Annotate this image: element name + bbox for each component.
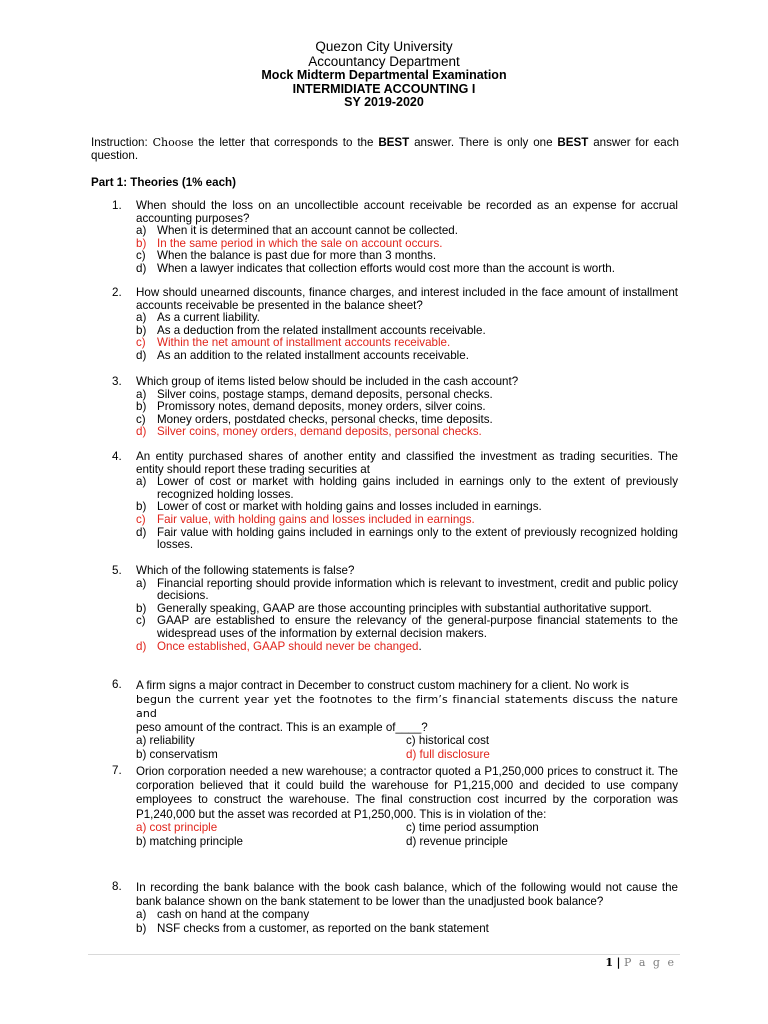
option-c: [406, 735, 489, 748]
question-number: 1.: [112, 199, 122, 212]
option-text: Once established, GAAP should never be changed: [157, 639, 419, 653]
question-number: 8.: [112, 880, 122, 893]
option-b: [136, 922, 678, 936]
question-number: 4.: [112, 450, 122, 463]
option-c: c) time period assumption: [406, 820, 539, 834]
option-letter: c): [406, 734, 416, 747]
question-2: [112, 287, 678, 363]
option-letter: d): [136, 639, 147, 653]
option-letter: b): [136, 236, 147, 250]
page-separator: |: [616, 956, 621, 969]
question-number: 2.: [112, 286, 122, 299]
option-letter: a): [136, 908, 147, 921]
question-stem: Which group of items listed below should be included in the cash account?: [136, 375, 519, 388]
option-text: Silver coins, money orders, demand deposits, personal checks.: [157, 425, 482, 439]
option-letter: b): [136, 323, 147, 337]
options-row-2: [136, 836, 678, 850]
option-text: historical cost: [418, 734, 490, 747]
option-letter: a): [136, 734, 147, 747]
option-text: GAAP are established to ensure the relevancy of the general-purpose financial statements to the widespread uses of the information by external decision makers.: [157, 614, 678, 640]
option-text: NSF checks from a customer, as reported on the bank statement: [157, 922, 489, 935]
option-text: As a current liability.: [157, 311, 260, 325]
instruction-best-2: BEST: [557, 136, 589, 149]
option-letter: c): [136, 512, 146, 526]
option-d-answer: [136, 426, 678, 439]
option-letter: c): [136, 614, 146, 628]
question-stem: An entity purchased shares of another entity and classified the investment as trading securities. The entity should report these trading securities at: [136, 450, 678, 476]
question-stem: When should the loss on an uncollectible account receivable be recorded as an expense for accrual accounting purposes?: [136, 199, 678, 225]
option-text: In the same period in which the sale on account occurs.: [157, 236, 443, 250]
option-text: Lower of cost or market with holding gains and losses included in earnings.: [157, 500, 542, 514]
option-text: Money orders, postdated checks, personal checks, time deposits.: [157, 412, 493, 426]
page-label: P a g e: [623, 956, 676, 969]
question-stem: [136, 679, 678, 735]
option-letter: a): [136, 311, 147, 325]
option-d: [136, 263, 678, 276]
stem-line-2: begun the current year yet the footnotes to the firm’s financial statements discuss the nature and: [136, 693, 678, 720]
option-text: Generally speaking, GAAP are those accounting principles with substantial authoritative support.: [157, 601, 652, 615]
exam-title: Mock Midterm Departmental Examination: [261, 68, 507, 82]
option-period: .: [418, 639, 422, 653]
instruction-text: [91, 137, 679, 162]
option-letter: b): [136, 400, 147, 414]
option-text: conservatism: [149, 748, 218, 761]
option-text: Lower of cost or market with holding gains included in earnings only to the extent of previously recognized holding losses.: [157, 475, 678, 501]
option-a: [136, 476, 678, 501]
option-text: When it is determined that an account cannot be collected.: [157, 224, 458, 238]
option-d-answer: [406, 749, 490, 762]
option-letter: a): [136, 387, 147, 401]
option-letter: d): [136, 525, 147, 539]
option-c: [136, 615, 678, 640]
option-text: When a lawyer indicates that collection efforts would cost more than the account is worth.: [157, 261, 615, 275]
stem-line-1: A firm signs a major contract in December to construct custom machinery for a client. No work is: [136, 679, 629, 692]
question-6: [112, 679, 678, 763]
option-d: d) revenue principle: [406, 835, 508, 848]
document-header: [0, 40, 768, 110]
department-name: Accountancy Department: [308, 53, 460, 69]
question-stem: In recording the bank balance with the book cash balance, which of the following would not cause the bank balance shown on the bank statement to be lower than the unadjusted book balance?: [136, 881, 678, 908]
option-d: [136, 527, 678, 552]
option-text: As an addition to the related installment accounts receivable.: [157, 348, 469, 362]
option-a-answer: a) cost principle: [136, 820, 218, 834]
option-letter: a): [136, 475, 147, 489]
question-5: [112, 565, 678, 653]
option-d: [136, 350, 678, 363]
instruction-choose: Choose: [152, 136, 194, 149]
subject-title: INTERMIDIATE ACCOUNTING I: [292, 81, 476, 96]
question-7: [112, 765, 678, 850]
university-name: Quezon City University: [315, 39, 453, 54]
option-text: full disclosure: [419, 748, 490, 761]
question-number: 5.: [112, 564, 122, 577]
option-text: cash on hand at the company: [157, 908, 310, 921]
option-b: [136, 749, 218, 762]
question-number: 6.: [112, 678, 122, 691]
options-row-1: [136, 822, 678, 836]
option-letter: a): [136, 576, 147, 590]
question-stem: Orion corporation needed a new warehouse; a contractor quoted a P1,250,000 prices to construct it. The corporation believed that it could build the warehouse for P1,215,000 and decided to use company employees to construct the warehouse. The final construction cost incurred by the corporation was P1,240,000 but the asset was recorded at P1,250,000. This is in violation of the:: [136, 765, 678, 821]
option-letter: d): [136, 348, 147, 362]
page-number: 1: [605, 956, 613, 969]
option-text: Promissory notes, demand deposits, money orders, silver coins.: [157, 400, 486, 414]
option-letter: a): [136, 224, 147, 238]
question-number: 7.: [112, 764, 122, 777]
option-letter: c): [136, 412, 146, 426]
question-stem: Which of the following statements is false?: [136, 564, 355, 577]
option-text: Fair value, with holding gains and losses included in earnings.: [157, 512, 475, 526]
question-number: 3.: [112, 375, 122, 388]
footer-divider: [88, 954, 680, 955]
option-d-answer: [136, 641, 678, 654]
school-year: SY 2019-2020: [344, 95, 424, 109]
option-letter: c): [136, 336, 146, 350]
options-row-2: [136, 749, 678, 763]
option-letter: d): [406, 748, 417, 761]
option-letter: b): [136, 748, 147, 761]
option-text: As a deduction from the related installment accounts receivable.: [157, 323, 486, 337]
option-letter: c): [136, 249, 146, 263]
option-text: Within the net amount of installment accounts receivable.: [157, 336, 451, 350]
option-letter: b): [136, 601, 147, 615]
stem-line-3: peso amount of the contract. This is an example of____?: [136, 721, 428, 734]
option-a: [136, 578, 678, 603]
instruction-label: Instruction:: [91, 136, 148, 149]
question-1: [112, 200, 678, 276]
option-letter: d): [136, 425, 147, 439]
instruction-part1: the letter that corresponds to the: [198, 136, 374, 149]
option-letter: b): [136, 500, 147, 514]
question-8: [112, 881, 678, 936]
question-3: [112, 376, 678, 439]
option-text: reliability: [149, 734, 195, 747]
option-a: [136, 735, 195, 748]
instruction-best-1: BEST: [378, 136, 410, 149]
option-letter: b): [136, 922, 147, 935]
option-letter: d): [136, 261, 147, 275]
instruction-part3: answer for each question.: [91, 136, 679, 162]
part-1-title: Part 1: Theories (1% each): [91, 176, 236, 189]
question-stem: How should unearned discounts, finance charges, and interest included in the face amount of installment accounts receivable be presented in the balance sheet?: [136, 286, 678, 312]
option-text: When the balance is past due for more than 3 months.: [157, 249, 437, 263]
option-text: Fair value with holding gains included in earnings only to the extent of previously recognized holding losses.: [157, 525, 678, 552]
option-b: b) matching principle: [136, 835, 243, 848]
option-text: Silver coins, postage stamps, demand deposits, personal checks.: [157, 387, 493, 401]
option-text: Financial reporting should provide information which is relevant to investment, credit and public policy decisions.: [157, 576, 678, 603]
instruction-part2: answer. There is only one: [414, 136, 553, 149]
options-row-1: [136, 735, 678, 749]
question-4: [112, 451, 678, 552]
option-a: [136, 908, 678, 922]
page-footer: [605, 957, 676, 970]
